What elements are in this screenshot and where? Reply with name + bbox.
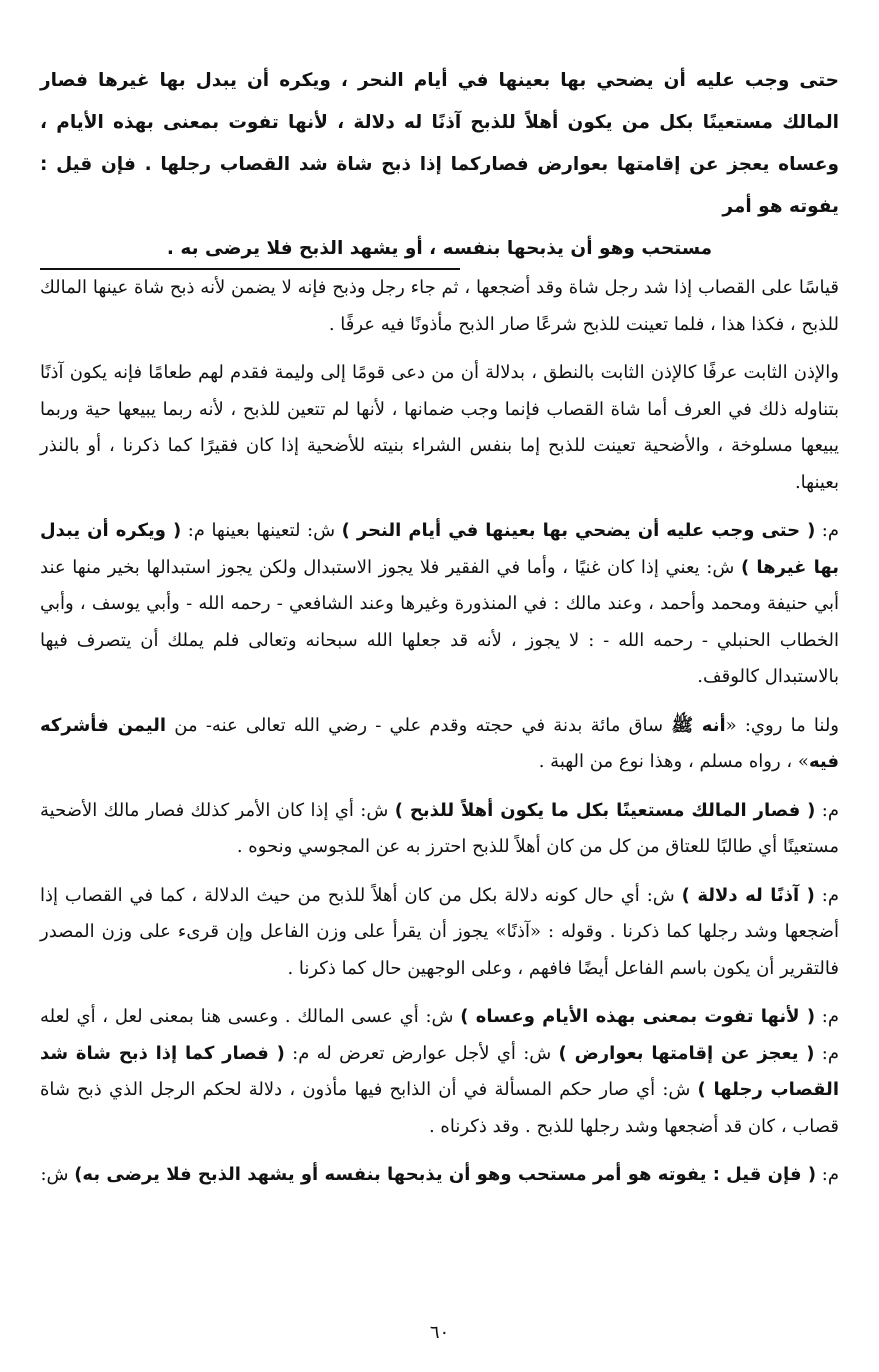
commentary-text: ش: أي حال كونه دلالة بكل من كان أهلاً للذبح من حيث الدلالة ، كما في القصاب إذا أضجعها وشد رجلها كما ذكرنا . وقوله : «آذنًا» يجوز أن يقرأ على وزن الفاعل وإن قرىء على وزن المصدر فالتقرير أن يكون باسم الفاعل أيضًا فافهم ، وعلى الوجهين حال كما ذكرنا . (40, 884, 839, 979)
commentary-paragraph-5 (40, 793, 839, 866)
page-number: ٦٠ (429, 1322, 450, 1343)
quoted-matn: ( لأنها تفوت بمعنى بهذه الأيام وعساه ) (460, 1006, 816, 1027)
quoted-matn: ( يعجز عن إقامتها بعوارض ) (558, 1042, 815, 1064)
commentary-text: ش: أي صار حكم المسألة في أن الذابح فيها مأذون ، دلالة لحكم الرجل الذي ذبح شاة قصاب ، كان قد أضجعها وشد رجلها للذبح . وقد ذكرناه . (40, 1079, 839, 1137)
main-text-paragraph: حتى وجب عليه أن يضحي بها بعينها في أيام النحر ، ويكره أن يبدل بها غيرها فصار المالك مستعينًا بكل من يكون أهلاً للذبح آذنًا له دلالة ، لأنها تفوت بمعنى بهذه الأيام ، وعساه يعجز عن إقامتها بعوارض فصاركما إذا ذبح شاة شد القصاب رجلها . فإن قيل : يفوته هو أمر (40, 70, 839, 217)
hadith-text: أنه ﷺ (671, 714, 726, 736)
quoted-matn: ( حتى وجب عليه أن يضحي بها بعينها في أيام النحر ) (341, 520, 816, 541)
commentary-paragraph-1 (40, 270, 839, 343)
commentary-paragraph-6 (40, 878, 839, 988)
commentary-text: » ، رواه مسلم ، وهذا نوع من الهبة . (538, 751, 809, 772)
main-text-block (40, 60, 839, 270)
commentary-paragraph-3 (40, 513, 839, 696)
quoted-matn: ( آذنًا له دلالة ) (681, 884, 815, 906)
commentary-text: قياسًا على القصاب إذا شد رجل شاة وقد أضجعها ، ثم جاء رجل وذبح فإنه لا يضمن لأنه ذبح شاة عينها المالك للذبح ، فكذا هذا ، فلما تعينت للذبح شرعًا صار الذبح مأذونًا فيه عرفًا . (40, 277, 839, 335)
commentary-text: ش: يعني إذا كان غنيًا ، وأما في الفقير فلا يجوز الاستبدال ولكن يجوز استبدالها بخير منها عند أبي حنيفة ومحمد وأحمد ، وعند مالك : في المنذورة وغيرها وعند الشافعي - رحمه الله - وأبي يوسف ، وأبي الخطاب الحنبلي - رحمه الله - : لا يجوز ، لأنه قد جعلها الله سبحانه وتعالى فلم يملك أن يتصرف فيها بالاستبدال كالوقف. (40, 556, 839, 687)
commentary-text: ساق مائة بدنة في حجته وقدم علي - رضي الله تعالى عنه- من (166, 714, 672, 736)
commentary-text: م: (815, 520, 840, 541)
quoted-matn: ( فإن قيل : يفوته هو أمر مستحب وهو أن يذبحها بنفسه أو يشهد الذبح فلا يرضى به) (74, 1164, 817, 1185)
commentary-text: ش: أي إذا كان الأمر كذلك فصار مالك الأضحية مستعينًا أي طالبًا للعتاق من كل من كان أهلاً للذبح احترز به عن المجوسي ونحوه . (40, 799, 839, 857)
main-text (40, 60, 839, 270)
commentary-block (40, 270, 839, 1206)
commentary-paragraph-4 (40, 708, 839, 781)
commentary-text: م: (815, 1006, 839, 1027)
commentary-text: ش: لتعينها بعينها م: (181, 520, 342, 541)
commentary-text: ش: (40, 1164, 75, 1185)
commentary-text: ش: أي عسى المالك . وعسى هنا بمعنى لعل ، أي لعله م: (40, 1006, 840, 1064)
commentary-paragraph-2 (40, 355, 839, 501)
commentary-text: م: (815, 799, 839, 821)
commentary-text: م: (816, 1164, 839, 1185)
quoted-matn: ( فصار المالك مستعينًا بكل ما يكون أهلاً للذبح ) (394, 799, 816, 821)
commentary-text: م: (814, 884, 840, 906)
commentary-paragraph-8 (40, 1157, 839, 1194)
commentary-text: ولنا ما روي: « (725, 714, 839, 736)
commentary-text: ش: أي لأجل عوارض تعرض له م: (284, 1042, 559, 1064)
main-text-last-line: مستحب وهو أن يذبحها بنفسه ، أو يشهد الذبح فلا يرضى به . (166, 238, 713, 259)
hadith-text: اليمن فأشركه فيه (40, 714, 839, 772)
commentary-text: والإذن الثابت عرفًا كالإذن الثابت بالنطق ، بدلالة أن من دعى قومًا إلى وليمة فقدم لهم طعامًا فإنه يكون آذنًا بتناوله ذلك في العرف أما شاة القصاب فإنما وجب ضمانها ، لأنها لم تتعين للذبح ، لأنه ربما يبيعها حية وربما يبيعها مسلوخة ، والأضحية تعينت للذبح إما بنفس الشراء بنيته للأضحية إذا كان فقيرًا كما ذكرنا ، أو بالنذر بعينها. (40, 362, 839, 493)
quoted-matn: ( فصار كما إذا ذبح شاة شد القصاب رجلها ) (40, 1042, 839, 1100)
quoted-matn: ( ويكره أن يبدل بها غيرها ) (40, 520, 839, 578)
commentary-paragraph-7 (40, 999, 839, 1145)
